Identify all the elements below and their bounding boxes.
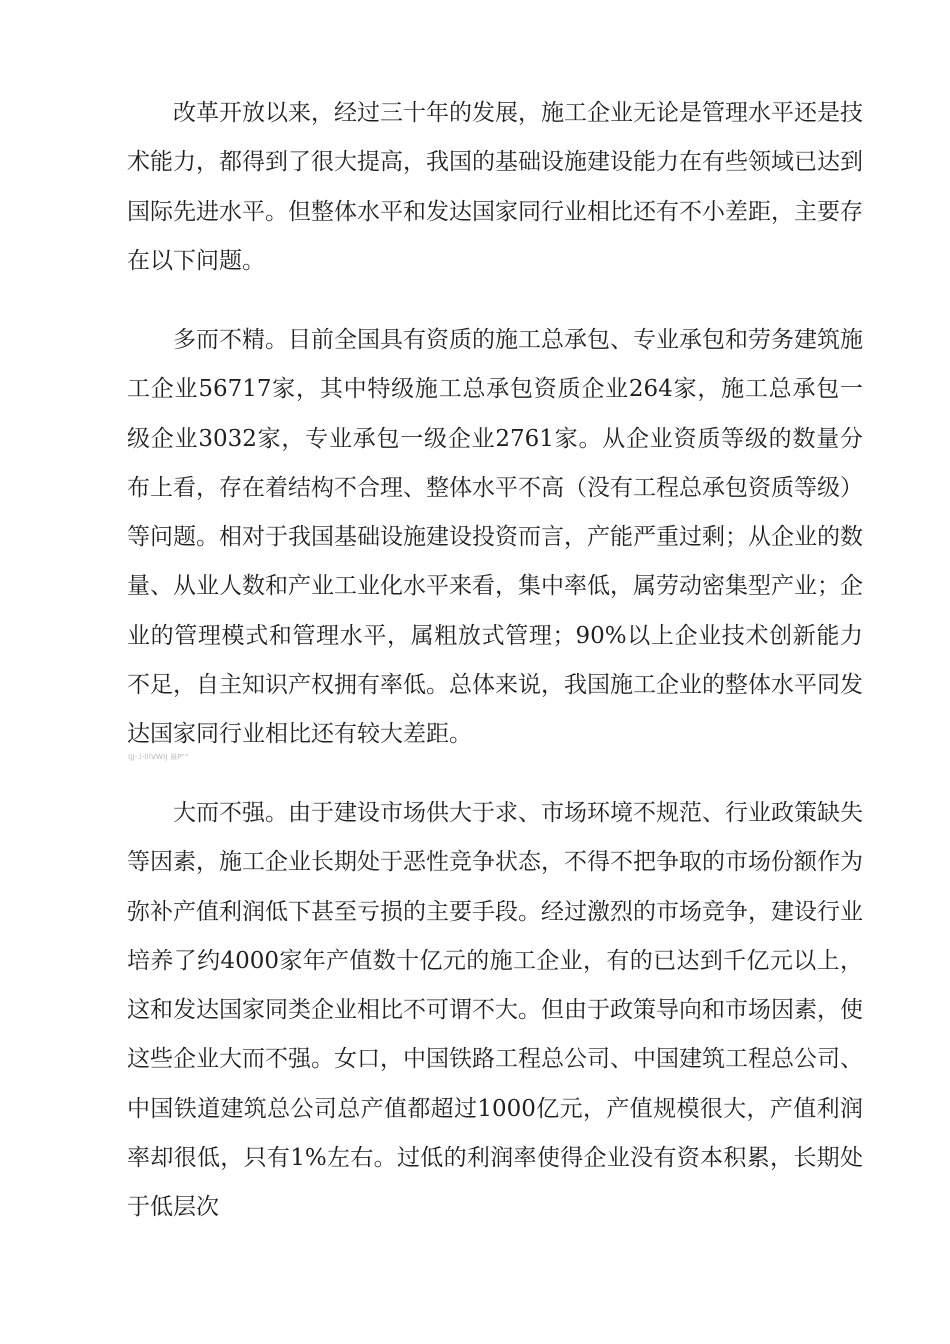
paragraph-many-not-refined: 多而不精。目前全国具有资质的施工总承包、专业承包和劳务建筑施工企业56717家，其中特级施工总承包资质企业264家，施工总承包一级企业3032家，专业承包一级企业2761家。从企业资质等级的数量分布上看，存在着结构不合理、整体水平不高（没有工程总承包资质等级）等问题。相对于我国基础设施建设投资而言，产能严重过剩；从企业的数量、从业人数和产业工业化水平来看，集中率低，属劳动密集型产业；企业的管理模式和管理水平，属粗放式管理；90%以上企业技术创新能力不足，自主知识产权拥有率低。总体来说，我国施工企业的整体水平同发达国家同行业相比还有较大差距。	[127, 327, 863, 748]
scan-artifact-text: IJJ-.l-lllVWIJ 最P""	[128, 753, 189, 761]
paragraph-large-not-strong: 大而不强。由于建设市场供大于求、市场环境不规范、行业政策缺失等因素，施工企业长期处于恶性竞争状态，不得不把争取的市场份额作为弥补产值利润低下甚至亏损的主要手段。经过激烈的市场竞争，建设行业培养了约4000家年产值数十亿元的施工企业，有的已达到千亿元以上，这和发达国家同类企业相比不可谓不大。但由于政策导向和市场因素，使这些企业大而不强。女口，中国铁路工程总公司、中国建筑工程总公司、中国铁道建筑总公司总产值都超过1000亿元，产值规模很大，产值利润率却很低，只有1%左右。过低的利润率使得企业没有资本积累，长期处于低层次	[127, 800, 863, 1221]
paragraph-intro: 改革开放以来，经过三十年的发展，施工企业无论是管理水平还是技术能力，都得到了很大提高，我国的基础设施建设能力在有些领域已达到国际先进水平。但整体水平和发达国家同行业相比还有不小差距，主要存在以下问题。	[127, 100, 863, 274]
